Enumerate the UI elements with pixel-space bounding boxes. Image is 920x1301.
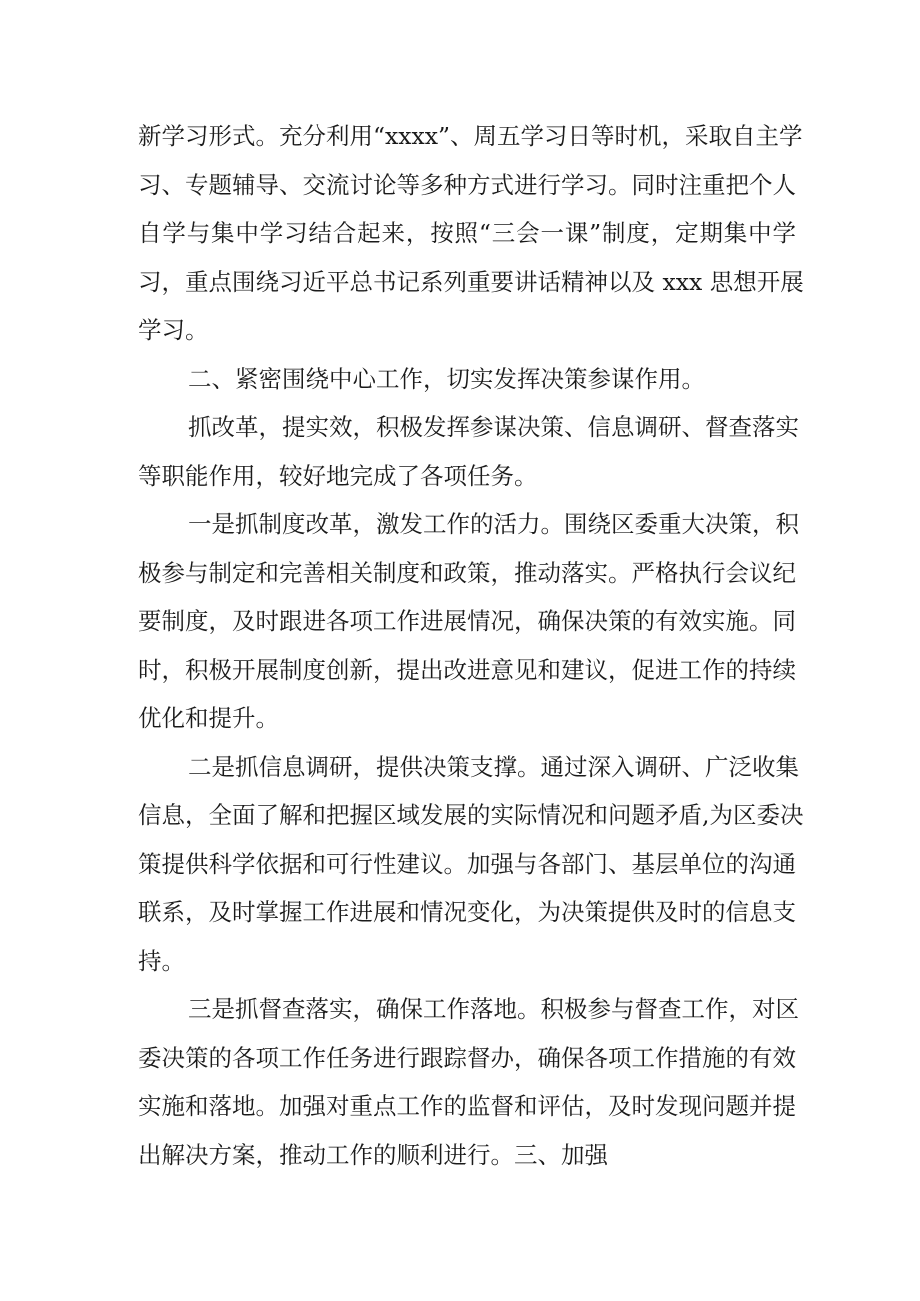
text-line: 自学与集中学习结合起来，按照“三会一课”制度，定期集中学 bbox=[138, 219, 796, 247]
text-line: 三是抓督查落实，确保工作落地。积极参与督查工作，对区 bbox=[188, 995, 799, 1023]
text-line: 策提供科学依据和可行性建议。加强与各部门、基层单位的沟通 bbox=[138, 849, 796, 878]
text-line: 联系，及时掌握工作进展和情况变化，为决策提供及时的信息支 bbox=[138, 898, 796, 926]
document-body bbox=[138, 112, 804, 1179]
text-line: 等职能作用，较好地完成了各项任务。 bbox=[138, 461, 538, 490]
section-heading: 二、紧密围绕中心工作，切实发挥决策参谋作用。 bbox=[188, 364, 705, 393]
text-line: 实施和落地。加强对重点工作的监督和评估，及时发现问题并提 bbox=[138, 1092, 796, 1120]
text-line: 委决策的各项工作任务进行跟踪督办，确保各项工作措施的有效 bbox=[138, 1043, 796, 1072]
text-line: 习、专题辅导、交流讨论等多种方式进行学习。同时注重把个人 bbox=[138, 170, 796, 199]
text-line: 新学习形式。充分利用“xxxx”、周五学习日等时机，采取自主学 bbox=[138, 122, 803, 150]
text-line: 要制度，及时跟进各项工作进展情况，确保决策的有效实施。同 bbox=[138, 607, 796, 635]
text-line: 时，积极开展制度创新，提出改进意见和建议，促进工作的持续 bbox=[138, 655, 796, 684]
text-line: 二是抓信息调研，提供决策支撑。通过深入调研、广泛收集 bbox=[188, 752, 799, 781]
text-line: 习，重点围绕习近平总书记系列重要讲话精神以及 xxx 思想开展 bbox=[138, 267, 804, 296]
text-line: 抓改革，提实效，积极发挥参谋决策、信息调研、督查落实 bbox=[188, 413, 799, 441]
text-line: 优化和提升。 bbox=[138, 704, 279, 732]
text-line: 信息，全面了解和把握区域发展的实际情况和问题矛盾,为区委决 bbox=[138, 801, 804, 829]
text-line: 极参与制定和完善相关制度和政策，推动落实。严格执行会议纪 bbox=[138, 558, 796, 587]
text-line: 一是抓制度改革，激发工作的活力。围绕区委重大决策，积 bbox=[188, 510, 799, 538]
text-line: 持。 bbox=[138, 946, 185, 975]
text-line: 学习。 bbox=[138, 316, 209, 344]
text-line: 出解决方案，推动工作的顺利进行。三、加强 bbox=[138, 1140, 608, 1169]
